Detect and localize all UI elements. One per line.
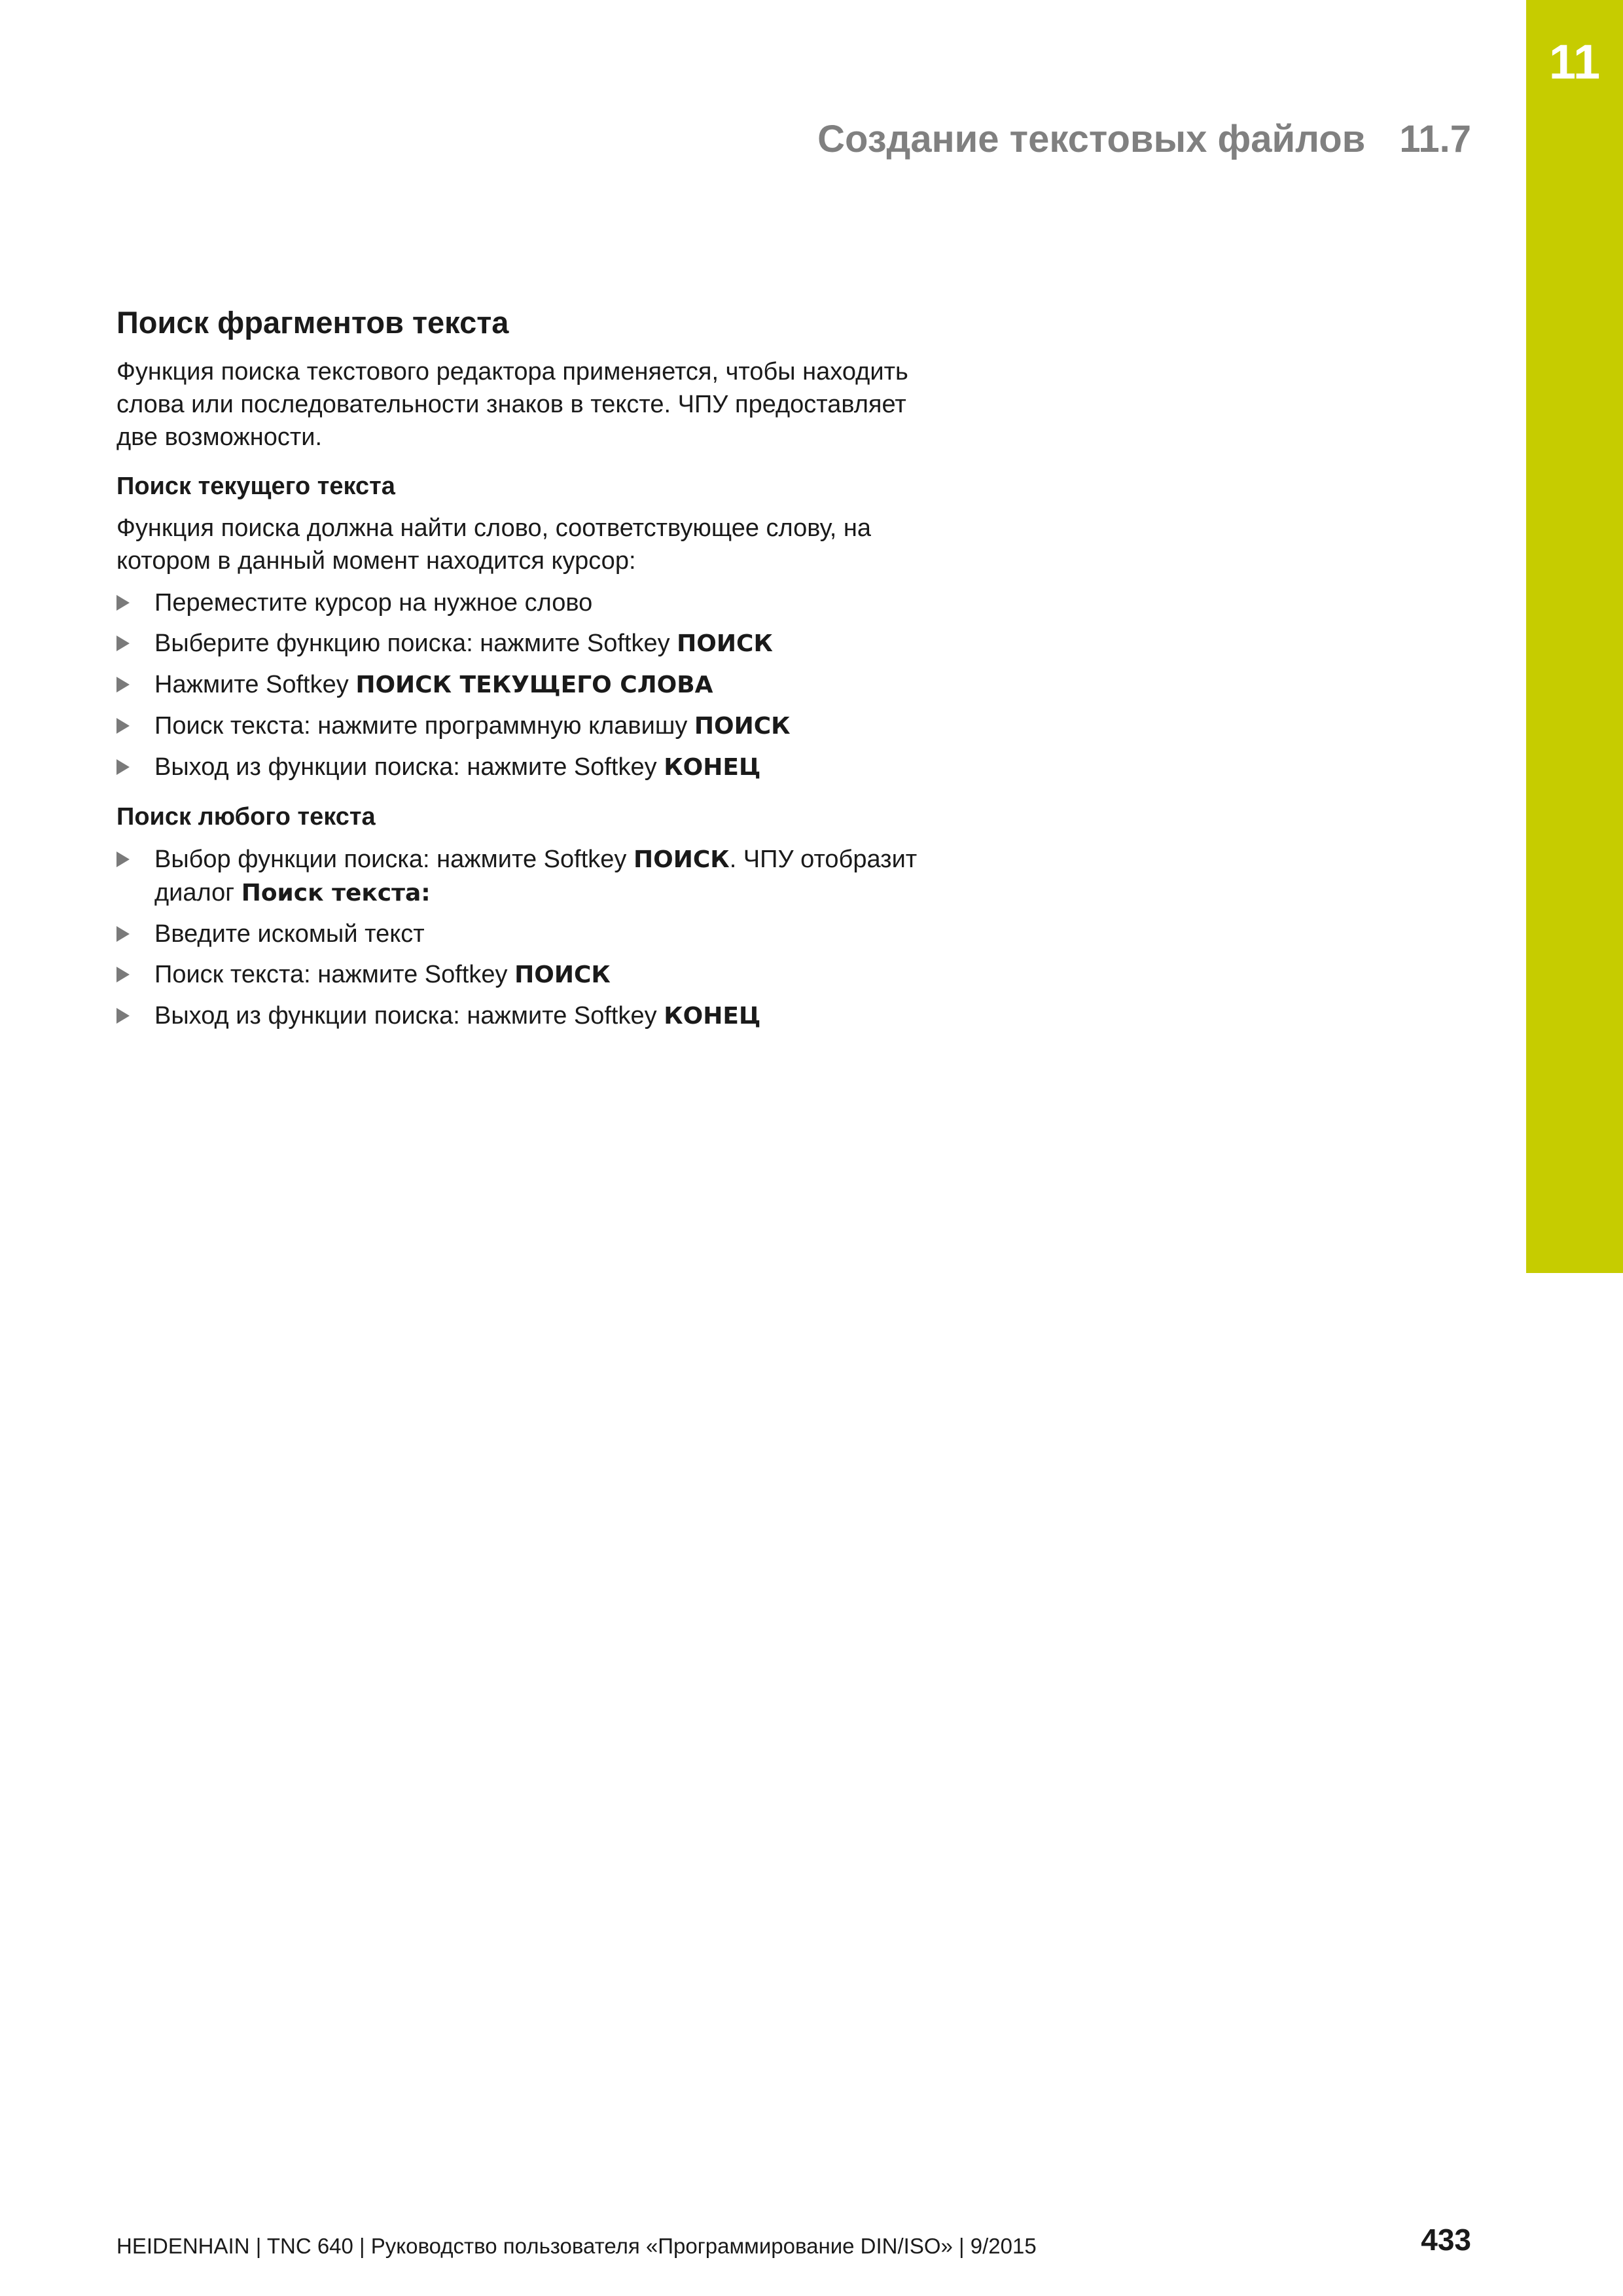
running-header-title: Создание текстовых файлов <box>817 118 1366 160</box>
softkey-name: ПОИСК <box>677 630 773 658</box>
arrow-bullet-icon <box>116 677 130 692</box>
softkey-name: ПОИСК <box>694 713 791 740</box>
footer-text: HEIDENHAIN | TNC 640 | Руководство пользователя «Программирование DIN/ISO» | 9/2015 <box>116 2234 1037 2258</box>
current-text-heading: Поиск текущего текста <box>116 472 395 500</box>
step-text: Нажмите Softkey <box>154 671 356 699</box>
softkey-name: ПОИСК ТЕКУЩЕГО СЛОВА <box>355 672 713 699</box>
step-text: Введите искомый текст <box>154 920 425 948</box>
softkey-name: КОНЕЦ <box>664 1002 761 1030</box>
current-steps-list <box>116 586 928 784</box>
list-item <box>116 958 928 992</box>
list-item <box>116 843 928 910</box>
step-text-continued: . ЧПУ отобразит диалог <box>154 845 918 906</box>
step-text: Выбор функции поиска: нажмите Softkey <box>154 845 633 873</box>
arrow-bullet-icon <box>116 852 130 867</box>
chapter-tab <box>1526 0 1623 1273</box>
dialog-name: Поиск текста: <box>241 879 431 906</box>
list-item <box>116 709 928 743</box>
current-text-intro: Функция поиска должна найти слово, соответствующее слову, на котором в данный момент находится курсор: <box>116 514 872 575</box>
step-text: Поиск текста: нажмите Softkey <box>154 960 515 988</box>
softkey-name: ПОИСК <box>514 961 611 988</box>
list-item <box>116 668 928 702</box>
arrow-bullet-icon <box>116 1008 130 1024</box>
section-title: Поиск фрагментов текста <box>116 305 509 340</box>
list-item <box>116 918 928 950</box>
any-steps-list <box>116 843 928 1033</box>
running-header-section: 11.7 <box>1399 118 1471 160</box>
list-item <box>116 586 928 619</box>
list-item <box>116 999 928 1033</box>
arrow-bullet-icon <box>116 967 130 982</box>
list-item <box>116 751 928 784</box>
arrow-bullet-icon <box>116 759 130 775</box>
chapter-number: 11 <box>1548 35 1601 89</box>
step-text: Поиск текста: нажмите программную клавишу <box>154 712 694 740</box>
running-header <box>817 118 1471 162</box>
arrow-bullet-icon <box>116 595 130 611</box>
arrow-bullet-icon <box>116 636 130 651</box>
arrow-bullet-icon <box>116 718 130 734</box>
step-text: Выберите функцию поиска: нажмите Softkey <box>154 630 677 658</box>
section-intro: Функция поиска текстового редактора применяется, чтобы находить слова или последовательности знаков в тексте. ЧПУ предоставляет две возможности. <box>116 357 908 451</box>
page-number: 433 <box>1421 2223 1471 2257</box>
step-text: Переместите курсор на нужное слово <box>154 589 593 617</box>
step-text: Выход из функции поиска: нажмите Softkey <box>154 753 664 781</box>
softkey-name: ПОИСК <box>633 846 730 873</box>
step-text: Выход из функции поиска: нажмите Softkey <box>154 1001 664 1030</box>
any-text-heading: Поиск любого текста <box>116 803 376 831</box>
arrow-bullet-icon <box>116 926 130 942</box>
softkey-name: КОНЕЦ <box>664 754 761 781</box>
main-content <box>116 304 928 1041</box>
list-item <box>116 627 928 660</box>
